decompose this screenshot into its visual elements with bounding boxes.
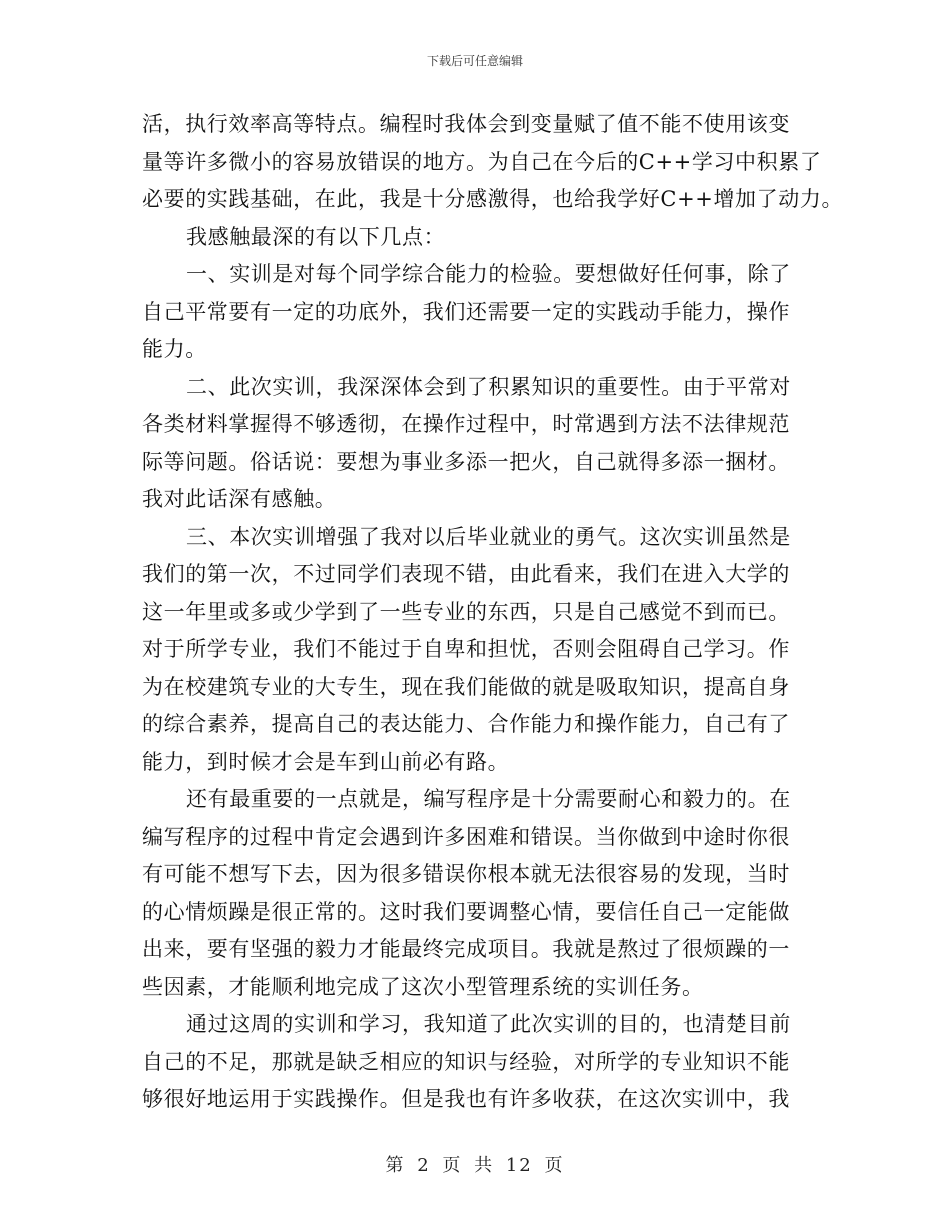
text-line-14: 这一年里或多或少学到了一些专业的东西，只是自己感觉不到而已。 xyxy=(142,599,790,624)
text-line-6: 自己平常要有一定的功底外，我们还需要一定的实践动手能力，操作 xyxy=(142,299,790,324)
text-line-23: 出来，要有坚强的毅力才能最终完成项目。我就是熬过了很烦躁的一 xyxy=(142,937,790,961)
text-line-5: 一、实训是对每个同学综合能力的检验。要想做好任何事，除了 xyxy=(186,262,791,286)
text-line-3: 必要的实践基础，在此，我是十分感激得，也给我学好C++增加了动力。 xyxy=(142,187,844,211)
text-line-19: 还有最重要的一点就是，编写程序是十分需要耐心和毅力的。在 xyxy=(186,787,791,811)
document-body xyxy=(142,106,844,1119)
text-line-22: 的心情烦躁是很正常的。这时我们要调整心情，要信任自己一定能做 xyxy=(142,899,790,924)
text-line-13: 我们的第一次，不过同学们表现不错，由此看来，我们在进入大学的 xyxy=(142,562,790,586)
text-line-10: 际等问题。俗话说：要想为事业多添一把火，自己就得多添一捆材。 xyxy=(142,449,790,474)
text-line-12: 三、本次实训增强了我对以后毕业就业的勇气。这次实训虽然是 xyxy=(186,524,791,549)
page-number-footer: 第 2 页 共 12 页 xyxy=(385,1155,565,1176)
text-line-26: 自己的不足，那就是缺乏相应的知识与经验，对所学的专业知识不能 xyxy=(142,1049,790,1074)
text-line-24: 些因素，才能顺利地完成了这次小型管理系统的实训任务。 xyxy=(142,974,704,999)
text-line-4: 我感触最深的有以下几点： xyxy=(186,224,446,249)
text-line-7: 能力。 xyxy=(142,337,207,361)
text-line-20: 编写程序的过程中肯定会遇到许多困难和错误。当你做到中途时你很 xyxy=(142,824,790,849)
text-line-15: 对于所学专业，我们不能过于自卑和担忧，否则会阻碍自己学习。作 xyxy=(142,637,790,661)
text-line-1: 活，执行效率高等特点。编程时我体会到变量赋了值不能不使用该变 xyxy=(142,112,790,136)
text-line-16: 为在校建筑专业的大专生，现在我们能做的就是吸取知识，提高自身 xyxy=(142,674,790,699)
text-line-25: 通过这周的实训和学习，我知道了此次实训的目的，也清楚目前 xyxy=(186,1012,791,1036)
text-line-2: 量等许多微小的容易放错误的地方。为自己在今后的C++学习中积累了 xyxy=(142,149,822,174)
text-line-8: 二、此次实训，我深深体会到了积累知识的重要性。由于平常对 xyxy=(186,374,791,399)
text-line-9: 各类材料掌握得不够透彻，在操作过程中，时常遇到方法不法律规范 xyxy=(142,412,790,436)
text-line-11: 我对此话深有感触。 xyxy=(142,487,337,511)
text-line-21: 有可能不想写下去，因为很多错误你根本就无法很容易的发现，当时 xyxy=(142,862,790,886)
text-line-18: 能力，到时候才会是车到山前必有路。 xyxy=(142,749,510,774)
text-line-27: 够很好地运用于实践操作。但是我也有许多收获，在这次实训中，我 xyxy=(142,1087,790,1111)
text-line-17: 的综合素养，提高自己的表达能力、合作能力和操作能力，自己有了 xyxy=(142,712,790,736)
page-header-note: 下载后可任意编辑 xyxy=(426,54,523,68)
